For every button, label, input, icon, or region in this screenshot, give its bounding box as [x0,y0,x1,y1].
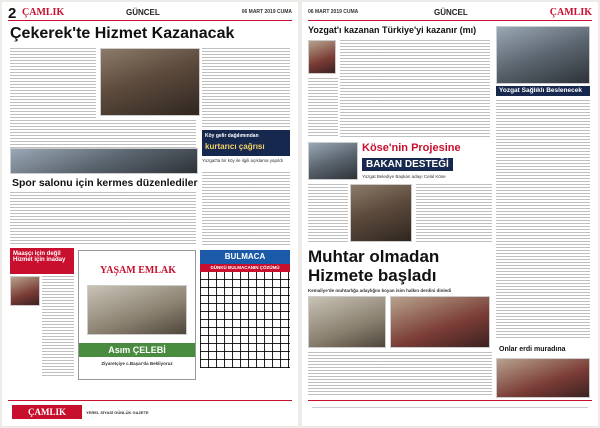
candidate-photo [10,276,40,306]
box-headline-line2: kurtarıcı çağrısı [205,142,265,151]
top-headline: Yozgat'ı kazanan Türkiye'yi kazanır (mı) [308,25,477,35]
puzzle-title: BULMACA [200,250,290,264]
article-body-col1 [10,48,96,120]
photo-group [10,148,198,174]
camlik-logo: ÇAMLIK [22,7,65,18]
issue-date: 06 MART 2019 CUMA [241,9,292,15]
main-headline-line2: Hizmete başladı [308,266,437,285]
mid-headline [362,142,492,180]
story3-headline-line1: Maaşçı için değil [13,251,61,257]
story3-headline [10,248,74,274]
story2-headline: Spor salonu için kermes düzenlediler [12,177,198,189]
masthead-tagline: YEREL SİYASİ GÜNLÜK GAZETE [86,410,149,415]
ad-house-photos [87,285,187,335]
photo-audience [496,26,590,84]
ad-footer: Ziyaretçiye c.Başar'da Bekliyoruz [101,361,173,366]
main-article-body [308,352,492,396]
left-footer [8,400,292,422]
left-page-header [8,5,292,21]
ad-word: YAŞAM EMLAK [99,265,177,276]
camlik-logo: ÇAMLIK [549,7,592,18]
story2-body [10,192,196,246]
columnist-body [308,78,338,138]
box-headline [202,130,290,156]
footer-divider [312,407,588,408]
article-body-bottom [10,120,196,148]
minister-photo [308,142,358,180]
section-label: GÜNCEL [126,8,160,17]
box-body [202,172,290,246]
mid-body-col1 [308,184,348,244]
mid-photo [350,184,412,242]
main-photo-2 [390,296,490,348]
page-number: 2 [8,5,17,22]
box-subtext: Yozgat'ta bir köy ile ilgili açıklama yapıldı [202,158,283,163]
main-headline: Çekerek'te Hizmet Kazanacak [10,25,235,42]
ad-name: Asım ÇELEBİ [79,343,195,357]
main-subtext: Kemaliye'de muhtarlığa adaylığını koyan isim halkın derdini dinledi [308,288,452,293]
mid-body-col2 [416,184,492,244]
issue-date: 06 MART 2019 CUMA [308,9,359,15]
main-headline-line1: Muhtar olmadan [308,247,440,266]
story3-headline-line2: Hizmet için inaday [13,257,66,263]
puzzle-grid [200,272,290,368]
bottom-right-headline: Onlar erdi muradına [496,344,590,355]
masthead-footer: ÇAMLIK [12,405,82,419]
mid-headline-line2: BAKAN DESTEĞİ [362,158,453,171]
photo-meeting [100,48,200,116]
box-headline-line1: Köy gelir dağılımından [205,133,259,139]
section-label: GÜNCEL [434,8,468,17]
right-article-body [496,100,590,340]
mid-headline-line1: Köse'nin Projesine [362,142,461,154]
mid-subtext: Yozgat Belediye Başkan adayı Celal Köse [362,174,446,179]
wedding-photo [496,358,590,398]
ad-yasam-emlak [78,250,196,380]
right-page-header [308,5,592,21]
left-page [2,2,298,426]
right-headline: Yozgat Sağlıklı Beslenecek [496,86,590,96]
puzzle-subtitle: DÜNKÜ BULMACANIN ÇÖZÜMÜ [200,264,290,272]
columnist-photo [308,40,336,74]
article-body-col3 [202,48,290,128]
top-article-body [340,40,490,138]
main-photo-1 [308,296,386,348]
right-footer [308,400,592,422]
story3-body [42,276,74,376]
right-page [302,2,598,426]
